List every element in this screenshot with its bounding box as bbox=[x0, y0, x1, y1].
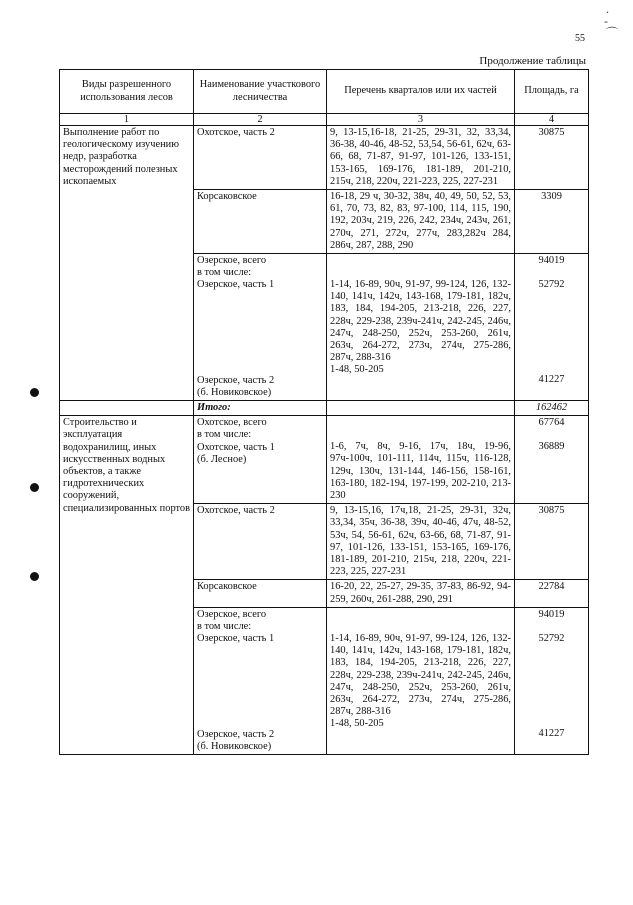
ozerskoe-total-area: 94019 bbox=[538, 255, 565, 267]
forestry-cell: Корсаковское bbox=[194, 190, 327, 254]
area-cell bbox=[515, 416, 589, 504]
column-number: 1 bbox=[60, 114, 194, 126]
including-label: в том числе: bbox=[197, 267, 252, 279]
ozerskoe-total-area: 94019 bbox=[538, 608, 565, 620]
area-cell: 3309 bbox=[515, 190, 589, 254]
quarters-cell: 9, 13-15,16, 17ч,18, 21-25, 29-31, 32ч, 33,34, 35ч, 36-38, 39ч, 40-46, 47ч, 48-52, 53ч, 54, 56-61, 62ч, 63-66, 68, 71-87, 91-97, 101-126, 133-151, 153-165, 169-176, 181-189, 201-210, 215ч, 218, 220ч, 221-223, 225, 227-231 bbox=[327, 504, 515, 580]
header-use-type: Виды разрешенного использования лесов bbox=[60, 70, 194, 114]
ozerskoe-part1-area: 52792 bbox=[538, 279, 565, 291]
column-number: 2 bbox=[194, 114, 327, 126]
ozerskoe-part2-area: 41227 bbox=[538, 374, 565, 386]
header-area: Площадь, га bbox=[515, 70, 589, 114]
area-cell: 22784 bbox=[515, 580, 589, 607]
column-number: 3 bbox=[327, 114, 515, 126]
ozerskoe-part2-sub: (б. Новиковское) bbox=[197, 740, 272, 752]
forestry-cell: Корсаковское bbox=[194, 580, 327, 607]
quarters-cell: 9, 13-15,16-18, 21-25, 29-31, 32, 33,34, 36-38, 40-46, 48-52, 53,54, 56-61, 62ч, 63-66, 68, 71-87, 91-97, 101-126, 133-151, 153-165, 169-176, 181-189, 201-210, 215ч, 218, 220ч, 221-223, 225, 227-231 bbox=[327, 126, 515, 190]
ohotskoe-part1-area: 36889 bbox=[538, 441, 565, 453]
forestry-cell: Охотское, часть 2 bbox=[194, 126, 327, 190]
area-cell: 30875 bbox=[515, 126, 589, 190]
ozerskoe-part2-quarters: 1-48, 50-205 bbox=[330, 364, 384, 376]
ohotskoe-part1-label: Охотское, часть 1 bbox=[197, 441, 275, 453]
scan-mark: ⌒ bbox=[606, 26, 619, 40]
use-type-cell: Строительство и эксплуатация водохранилищ, иных искусственных водных объектов, а также гидротехнических сооружений, специализированных портов bbox=[60, 416, 194, 755]
ozerskoe-total-label: Озерское, всего bbox=[197, 255, 267, 267]
forestry-cell bbox=[194, 416, 327, 504]
forestry-cell bbox=[194, 607, 327, 754]
including-label: в том числе: bbox=[197, 429, 252, 441]
area-cell bbox=[515, 607, 589, 754]
quarters-cell: 16-20, 22, 25-27, 29-35, 37-83, 86-92, 94-259, 260ч, 261-288, 290, 291 bbox=[327, 580, 515, 607]
area-cell: 30875 bbox=[515, 504, 589, 580]
total-row bbox=[60, 401, 589, 416]
punch-hole-mark bbox=[30, 388, 39, 397]
ozerskoe-part2-label: Озерское, часть 2 bbox=[197, 374, 275, 386]
ozerskoe-part1-quarters: 1-14, 16-89, 90ч, 91-97, 99-124, 126, 132-140, 141ч, 142ч, 143-168, 179-181, 182ч, 183, 184, 194-205, 213-218, 226, 227, 228ч, 229-238, 239ч-241ч, 242-245, 246ч, 247ч, 248-250, 252ч, 253-260, 261ч, 263ч, 264-272, 273ч, 274ч, 275-286, 287ч, 288-316 bbox=[330, 632, 511, 718]
ohotskoe-part1-quarters: 1-6, 7ч, 8ч, 9-16, 17ч, 18ч, 19-96, 97ч-100ч, 101-111, 114ч, 115ч, 116-128, 129ч, 130ч, 131-144, 146-156, 158-161, 163-180, 182-194, 197-199, 202-210, 213-230 bbox=[330, 441, 511, 502]
forestry-cell: Охотское, часть 2 bbox=[194, 504, 327, 580]
table-row bbox=[60, 416, 589, 504]
ozerskoe-part1-quarters: 1-14, 16-89, 90ч, 91-97, 99-124, 126, 132-140, 141ч, 142ч, 143-168, 179-181, 182ч, 183, 184, 194-205, 213-218, 226, 227, 228ч, 229-238, 239ч-241ч, 242-245, 246ч, 247ч, 248-250, 252ч, 253-260, 261ч, 263ч, 264-272, 273ч, 274ч, 275-286, 287ч, 288-316 bbox=[330, 279, 511, 364]
use-type-cell: Выполнение работ по геологическому изучению недр, разработка месторождений полезных ископаемых bbox=[60, 126, 194, 401]
column-number: 4 bbox=[515, 114, 589, 126]
quarters-cell bbox=[327, 254, 515, 401]
ozerskoe-part1-label: Озерское, часть 1 bbox=[197, 633, 275, 645]
continuation-label: Продолжение таблицы bbox=[479, 55, 586, 67]
area-cell bbox=[515, 254, 589, 401]
quarters-cell bbox=[327, 416, 515, 504]
ozerskoe-part1-label: Озерское, часть 1 bbox=[197, 279, 275, 291]
header-quarters: Перечень кварталов или их частей bbox=[327, 70, 515, 114]
scan-mark: ‐ bbox=[604, 14, 608, 28]
forestry-cell bbox=[194, 254, 327, 401]
total-area: 162462 bbox=[515, 401, 589, 416]
punch-hole-mark bbox=[30, 483, 39, 492]
punch-hole-mark bbox=[30, 572, 39, 581]
ozerskoe-total-label: Озерское, всего bbox=[197, 608, 267, 620]
total-label: Итого: bbox=[194, 401, 327, 416]
header-forestry: Наименование участкового лесничества bbox=[194, 70, 327, 114]
ozerskoe-part2-area: 41227 bbox=[538, 728, 565, 740]
quarters-cell: 16-18, 29 ч, 30-32, 38ч, 40, 49, 50, 52, 53, 61, 70, 73, 82, 83, 97-100, 114, 115, 190, 192, 203ч, 219, 226, 242, 234ч, 243ч, 261, 270ч, 271, 272ч, 277ч, 283,282ч 284, 286ч, 287, 288, 290 bbox=[327, 190, 515, 254]
forest-use-table bbox=[59, 69, 589, 755]
ohotskoe-total-area: 67764 bbox=[538, 417, 565, 429]
scan-mark: . bbox=[606, 2, 609, 16]
ozerskoe-part2-sub: (б. Новиковское) bbox=[197, 386, 272, 398]
including-label: в том числе: bbox=[197, 621, 252, 633]
ozerskoe-part2-quarters: 1-48, 50-205 bbox=[330, 718, 384, 730]
quarters-cell bbox=[327, 607, 515, 754]
ohotskoe-total-label: Охотское, всего bbox=[197, 417, 267, 429]
ohotskoe-part1-sub: (б. Лесное) bbox=[197, 453, 247, 465]
page-number: 55 bbox=[575, 33, 585, 44]
ozerskoe-part1-area: 52792 bbox=[538, 633, 565, 645]
table-row bbox=[60, 126, 589, 190]
ozerskoe-part2-label: Озерское, часть 2 bbox=[197, 728, 275, 740]
